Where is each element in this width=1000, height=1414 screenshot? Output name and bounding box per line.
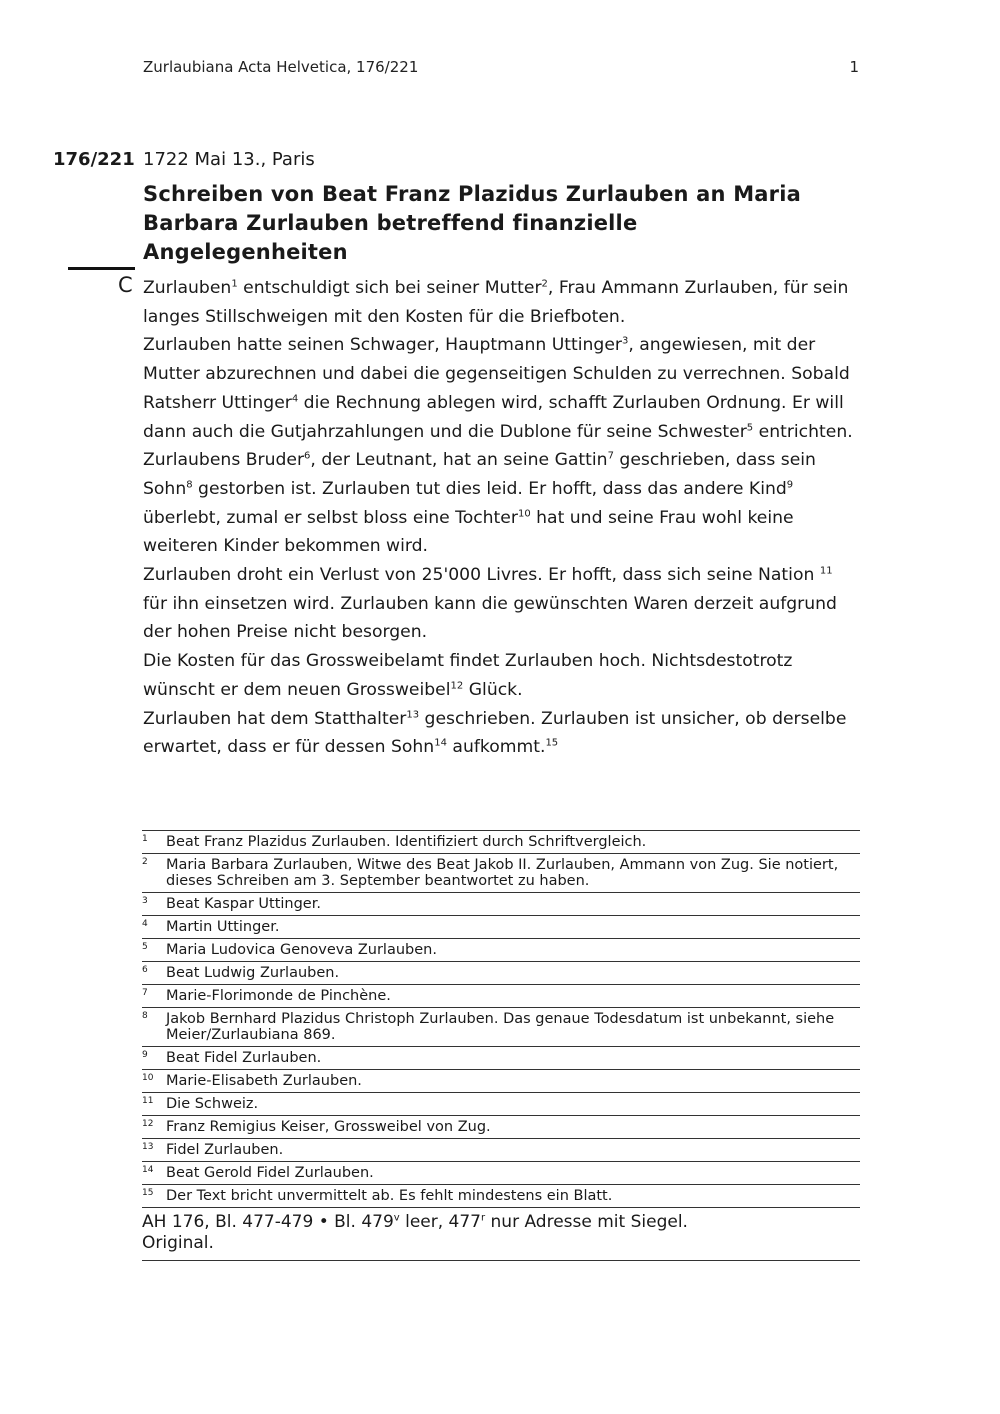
- footnote: [142, 1138, 860, 1161]
- footnote-number: 1: [142, 834, 148, 844]
- footnote-number: 8: [142, 1011, 148, 1021]
- footnote-text: Martin Uttinger.: [166, 919, 280, 935]
- running-title: Zurlaubiana Acta Helvetica, 176/221: [143, 58, 419, 76]
- footnote-ref: 1: [231, 278, 238, 290]
- body-paragraph: Zurlauben hatte seinen Schwager, Hauptmann Uttinger$^3$, angewiesen, mit der Mutter abzurechnen und dabei die gegenseitigen Schulden zu verrechnen. Sobald Ratsherr Uttinger$^4$ die Rechnung ablegen wird, schafft Zurlauben Ordnung. Er will dann auch die Gutjahrzahlungen und die Dublone für seine Schwester$^5$ entrichten.: [143, 335, 853, 442]
- footnote-ref: 12: [450, 680, 464, 692]
- footnote-text: Jakob Bernhard Plazidus Christoph Zurlauben. Das genaue Todesdatum ist unbekannt, siehe Meier/Zurlaubiana 869.: [166, 1011, 835, 1043]
- footnote-number: 13: [142, 1142, 154, 1152]
- footnote-number: 7: [142, 988, 148, 998]
- footnote: [142, 1092, 860, 1115]
- footnote-list: [142, 830, 860, 1261]
- footnote-ref: 6: [304, 450, 311, 462]
- footnote: [142, 853, 860, 892]
- footnote-ref: 5: [746, 421, 754, 433]
- footnote-ref: 4: [291, 393, 299, 405]
- footnote-number: 9: [142, 1050, 148, 1060]
- footnote-text: Franz Remigius Keiser, Grossweibel von Zug.: [166, 1119, 491, 1135]
- footnote-number: 4: [142, 919, 148, 929]
- footnote: [142, 1115, 860, 1138]
- footnote: [142, 984, 860, 1007]
- footnote-ref: 7: [607, 450, 614, 462]
- footnote: [142, 938, 860, 961]
- footnote: [142, 1046, 860, 1069]
- running-header: [143, 58, 859, 76]
- footnote: [142, 1007, 860, 1046]
- footnote: [142, 915, 860, 938]
- footnote: [142, 830, 860, 853]
- footnote-ref: 2: [541, 278, 548, 290]
- footnote-number: 11: [142, 1096, 154, 1106]
- footnote-text: Fidel Zurlauben.: [166, 1142, 284, 1158]
- document-number: 176/221: [53, 149, 135, 170]
- footnote-text: Der Text bricht unvermittelt ab. Es fehlt mindestens ein Blatt.: [166, 1188, 613, 1204]
- footnote-text: Maria Ludovica Genoveva Zurlauben.: [166, 942, 437, 958]
- footnote-number: 10: [142, 1073, 154, 1083]
- footnote-ref: 14: [434, 737, 447, 749]
- footnote-ref: 10: [517, 507, 531, 519]
- footnote-number: 15: [142, 1188, 154, 1198]
- footnote-ref: 8: [186, 479, 193, 491]
- footnote-ref: 13: [406, 708, 420, 720]
- footnote: [142, 1069, 860, 1092]
- body-paragraph: Zurlaubens Bruder$^6$, der Leutnant, hat an seine Gattin$^7$ geschrieben, dass sein Sohn$^8$ gestorben ist. Zurlauben tut dies leid. Er hofft, dass das andere Kind$^9$ überlebt, zumal er selbst bloss eine Tochter$^{10}$ hat und seine Frau wohl keine weiteren Kinder bekommen wird.: [143, 450, 816, 557]
- footnote-text: Beat Ludwig Zurlauben.: [166, 965, 340, 981]
- footnote-number: 2: [142, 857, 148, 867]
- footnote-number: 5: [142, 942, 148, 952]
- footnote-ref: 15: [545, 737, 559, 749]
- footnote-ref: 9: [786, 479, 794, 491]
- regest-body: [143, 274, 858, 762]
- footnote-text: Maria Barbara Zurlauben, Witwe des Beat Jakob II. Zurlauben, Ammann von Zug. Sie notiert, dieses Schreiben am 3. September beantwortet zu haben.: [166, 857, 839, 889]
- source-type: Original.: [142, 1233, 214, 1253]
- footnote-text: Beat Kaspar Uttinger.: [166, 896, 321, 912]
- source-reference: AH 176, Bl. 477-479 • Bl. 479$^v$ leer, 477$^r$ nur Adresse mit Siegel.: [142, 1212, 688, 1232]
- body-paragraph: Zurlauben hat dem Statthalter$^{13}$ geschrieben. Zurlauben ist unsicher, ob derselbe erwartet, dass er für dessen Sohn$^{14}$ aufkommt.$^{15}$: [143, 708, 847, 758]
- footnote-ref: 11: [819, 565, 833, 577]
- footnote: [142, 961, 860, 984]
- footnote-number: 3: [142, 896, 148, 906]
- margin-letter: C: [118, 273, 133, 297]
- footnote-text: Beat Gerold Fidel Zurlauben.: [166, 1165, 374, 1181]
- footnote-text: Die Schweiz.: [166, 1096, 259, 1112]
- footnote-text: Beat Fidel Zurlauben.: [166, 1050, 322, 1066]
- footnote: [142, 892, 860, 915]
- page-number: 1: [849, 58, 859, 76]
- footnote-text: Marie-Elisabeth Zurlauben.: [166, 1073, 362, 1089]
- source-info: [142, 1207, 860, 1261]
- footnote-number: 14: [142, 1165, 154, 1175]
- body-paragraph: Zurlauben$^1$ entschuldigt sich bei seiner Mutter$^2$, Frau Ammann Zurlauben, für sein langes Stillschweigen mit den Kosten für die Briefboten.: [143, 278, 849, 327]
- footnote-text: Beat Franz Plazidus Zurlauben. Identifiziert durch Schriftvergleich.: [166, 834, 647, 850]
- body-paragraph: Zurlauben droht ein Verlust von 25'000 Livres. Er hofft, dass sich seine Nation $^{11}$ für ihn einsetzen wird. Zurlauben kann die gewünschten Waren derzeit aufgrund der hohen Preise nicht besorgen.: [143, 565, 837, 643]
- footnote-number: 12: [142, 1119, 154, 1129]
- margin-rule: [68, 267, 135, 270]
- body-paragraph: Die Kosten für das Grossweibelamt findet Zurlauben hoch. Nichtsdestotrotz wünscht er dem neuen Grossweibel$^{12}$ Glück.: [143, 651, 793, 700]
- footnote: [142, 1184, 860, 1207]
- footnote-number: 6: [142, 965, 148, 975]
- document-date-place: 1722 Mai 13., Paris: [143, 149, 315, 170]
- footnote-text: Marie-Florimonde de Pinchène.: [166, 988, 391, 1004]
- footnote: [142, 1161, 860, 1184]
- document-title: Schreiben von Beat Franz Plazidus Zurlauben an Maria Barbara Zurlauben betreffend finanzielle Angelegenheiten: [143, 182, 802, 264]
- footnote-ref: 3: [621, 335, 629, 347]
